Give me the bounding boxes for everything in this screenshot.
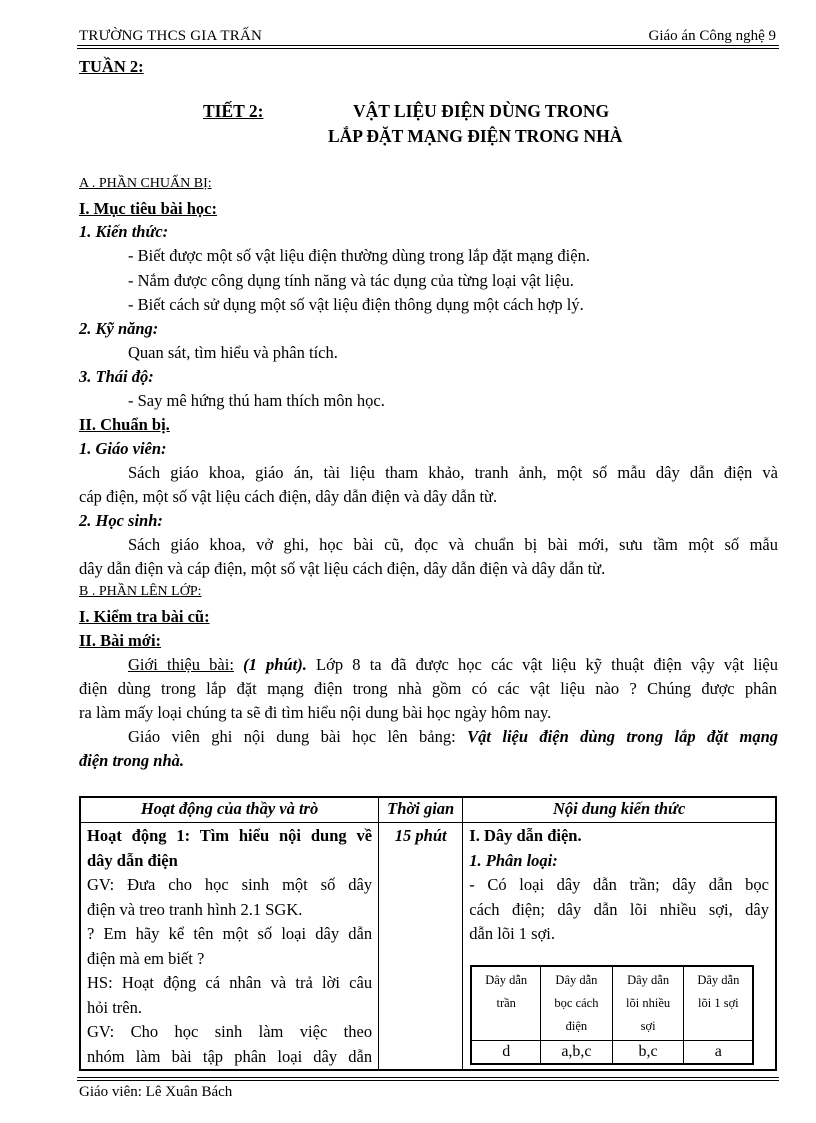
activity-line: hỏi trên. (87, 997, 142, 1017)
preparation-heading: II. Chuẩn bị. (79, 415, 170, 434)
activity-line: nhóm làm bài tập phân loại dây dẫn (87, 1046, 373, 1066)
content-line: - Có loại dây dẫn trần; dây dẫn bọc (469, 875, 769, 894)
sub-values-row (471, 1040, 753, 1064)
knowledge-item-3: - Biết cách sử dụng một số vật liệu điện thông dụng một cách hợp lý. (128, 295, 584, 314)
attitude-heading: 3. Thái độ: (79, 367, 154, 386)
sub-value: d (471, 1040, 540, 1064)
sub-header-text: sợi (640, 1018, 656, 1033)
part-b-heading: B . PHẦN LÊN LỚP: (79, 584, 202, 599)
student-prep-line1: Sách giáo khoa, vở ghi, học bài cũ, đọc và chuẩn bị bài mới, sưu tầm một số mẫu (128, 535, 778, 554)
part-a-heading: A . PHẦN CHUẨN BỊ: (79, 176, 212, 191)
time-cell (379, 823, 463, 1071)
activity-title-line2: dây dẫn điện (87, 850, 178, 870)
board-note-title: Vật liệu điện dùng trong lắp đặt mạng (467, 727, 779, 746)
sub-header-text: bọc cách (554, 995, 599, 1010)
sub-header-single-strand (684, 966, 753, 1041)
activity-time: 15 phút (394, 826, 447, 845)
sub-header-text: điện (565, 1018, 588, 1033)
activity-line: điện mà em biết ? (87, 948, 205, 968)
lesson-title-line1: VẬT LIỆU ĐIỆN DÙNG TRONG (353, 101, 610, 121)
activity-line: ? Em hãy kể tên một số loại dây dẫn (87, 924, 373, 943)
sub-value: b,c (612, 1040, 684, 1064)
new-lesson-heading: II. Bài mới: (79, 631, 162, 650)
knowledge-item-1: - Biết được một số vật liệu điện thường dùng trong lắp đặt mạng điện. (128, 246, 590, 265)
header-divider (77, 45, 779, 46)
table-row (80, 823, 776, 1071)
sub-header-text: Dây dẫn (627, 972, 670, 987)
activity-line: GV: Đưa cho học sinh một số dây (87, 875, 373, 894)
intro-line2: điện dùng trong lắp đặt mạng điện trong nhà gồm có các vật liệu nào ? Chúng được phân (79, 679, 777, 698)
knowledge-item-2: - Nắm được công dụng tính năng và tác dụng của từng loại vật liệu. (128, 271, 574, 290)
sub-header-multi-strand (612, 966, 684, 1041)
content-cell (463, 823, 776, 1071)
skills-item: Quan sát, tìm hiểu và phân tích. (128, 343, 338, 362)
sub-header-bare-wire (471, 966, 540, 1041)
teacher-name: Giáo viên: Lê Xuân Bách (79, 1084, 233, 1100)
intro-time: (1 phút). (243, 655, 307, 674)
school-name: TRƯỜNG THCS GIA TRẤN (79, 28, 263, 44)
content-line: cách điện; dây dẫn lõi nhiều sợi, dây (469, 899, 769, 919)
attitude-item: - Say mê hứng thú ham thích môn học. (128, 391, 385, 410)
review-heading: I. Kiểm tra bài cũ: (79, 607, 210, 626)
activity-cell (80, 823, 379, 1071)
header-time: Thời gian (379, 797, 463, 823)
content-subtitle: 1. Phân loại: (469, 850, 558, 870)
knowledge-heading: 1. Kiến thức: (79, 222, 169, 241)
activity-line: GV: Cho học sinh làm việc theo (87, 1022, 373, 1041)
activity-title-line1: Hoạt động 1: Tìm hiểu nội dung về (87, 826, 373, 845)
table-header-row (80, 797, 776, 823)
content-title: I. Dây dẫn điện. (469, 826, 582, 845)
lesson-activity-table (79, 796, 777, 1071)
sub-header-text: lõi 1 sợi (698, 995, 739, 1010)
document-subject: Giáo án Công nghệ 9 (648, 28, 776, 44)
sub-header-insulated-wire (541, 966, 613, 1041)
lesson-title-line2: LẮP ĐẶT MẠNG ĐIỆN TRONG NHÀ (328, 126, 623, 146)
skills-heading: 2. Kỹ năng: (79, 319, 159, 338)
board-note-line2: điện trong nhà. (79, 751, 184, 770)
objectives-heading: I. Mục tiêu bài học: (79, 199, 217, 218)
footer-divider-thin (77, 1077, 779, 1078)
footer-divider (77, 1080, 779, 1081)
sub-value: a (684, 1040, 753, 1064)
sub-header-text: lõi nhiều (626, 995, 671, 1010)
sub-value: a,b,c (541, 1040, 613, 1064)
lesson-number: TIẾT 2: (203, 101, 264, 121)
sub-header-text: trần (496, 995, 516, 1010)
teacher-prep-line1: Sách giáo khoa, giáo án, tài liệu tham khảo, tranh ảnh, một số mẫu dây dẫn điện và (128, 463, 778, 482)
teacher-prep-line2: cáp điện, một số vật liệu cách điện, dây dẫn điện và dây dẫn từ. (79, 487, 498, 506)
sub-header-text: Dây dẫn (485, 972, 528, 987)
activity-line: điện và treo tranh hình 2.1 SGK. (87, 899, 303, 919)
header-divider-thin (77, 48, 779, 49)
board-note-text: Giáo viên ghi nội dung bài học lên bảng: (128, 727, 456, 746)
activity-line: HS: Hoạt động cá nhân và trả lời câu (87, 973, 373, 992)
header-activity: Hoạt động của thầy và trò (80, 797, 379, 823)
intro-text: Lớp 8 ta đã được học các vật liệu kỹ thuật điện vậy vật liệu (316, 655, 779, 674)
sub-header-text: Dây dẫn (697, 972, 740, 987)
intro-label: Giới thiệu bài: (128, 655, 234, 674)
intro-line3: ra làm mấy loại chúng ta sẽ đi tìm hiểu nội dung bài học ngày hôm nay. (79, 703, 552, 722)
content-line: dẫn lõi 1 sợi. (469, 924, 556, 943)
header-content: Nội dung kiến thức (463, 797, 776, 823)
wire-classification-table (470, 965, 754, 1065)
teacher-heading: 1. Giáo viên: (79, 439, 167, 458)
intro-line1 (128, 655, 778, 675)
student-prep-line2: dây dẫn điện và cáp điện, một số vật liệu cách điện, dây dẫn điện và dây dẫn từ. (79, 559, 606, 578)
board-note-line1 (128, 727, 778, 747)
sub-header-text: Dây dẫn (555, 972, 598, 987)
week-label: TUẦN 2: (79, 57, 144, 76)
sub-header-row (471, 966, 753, 1041)
student-heading: 2. Học sinh: (79, 511, 163, 530)
